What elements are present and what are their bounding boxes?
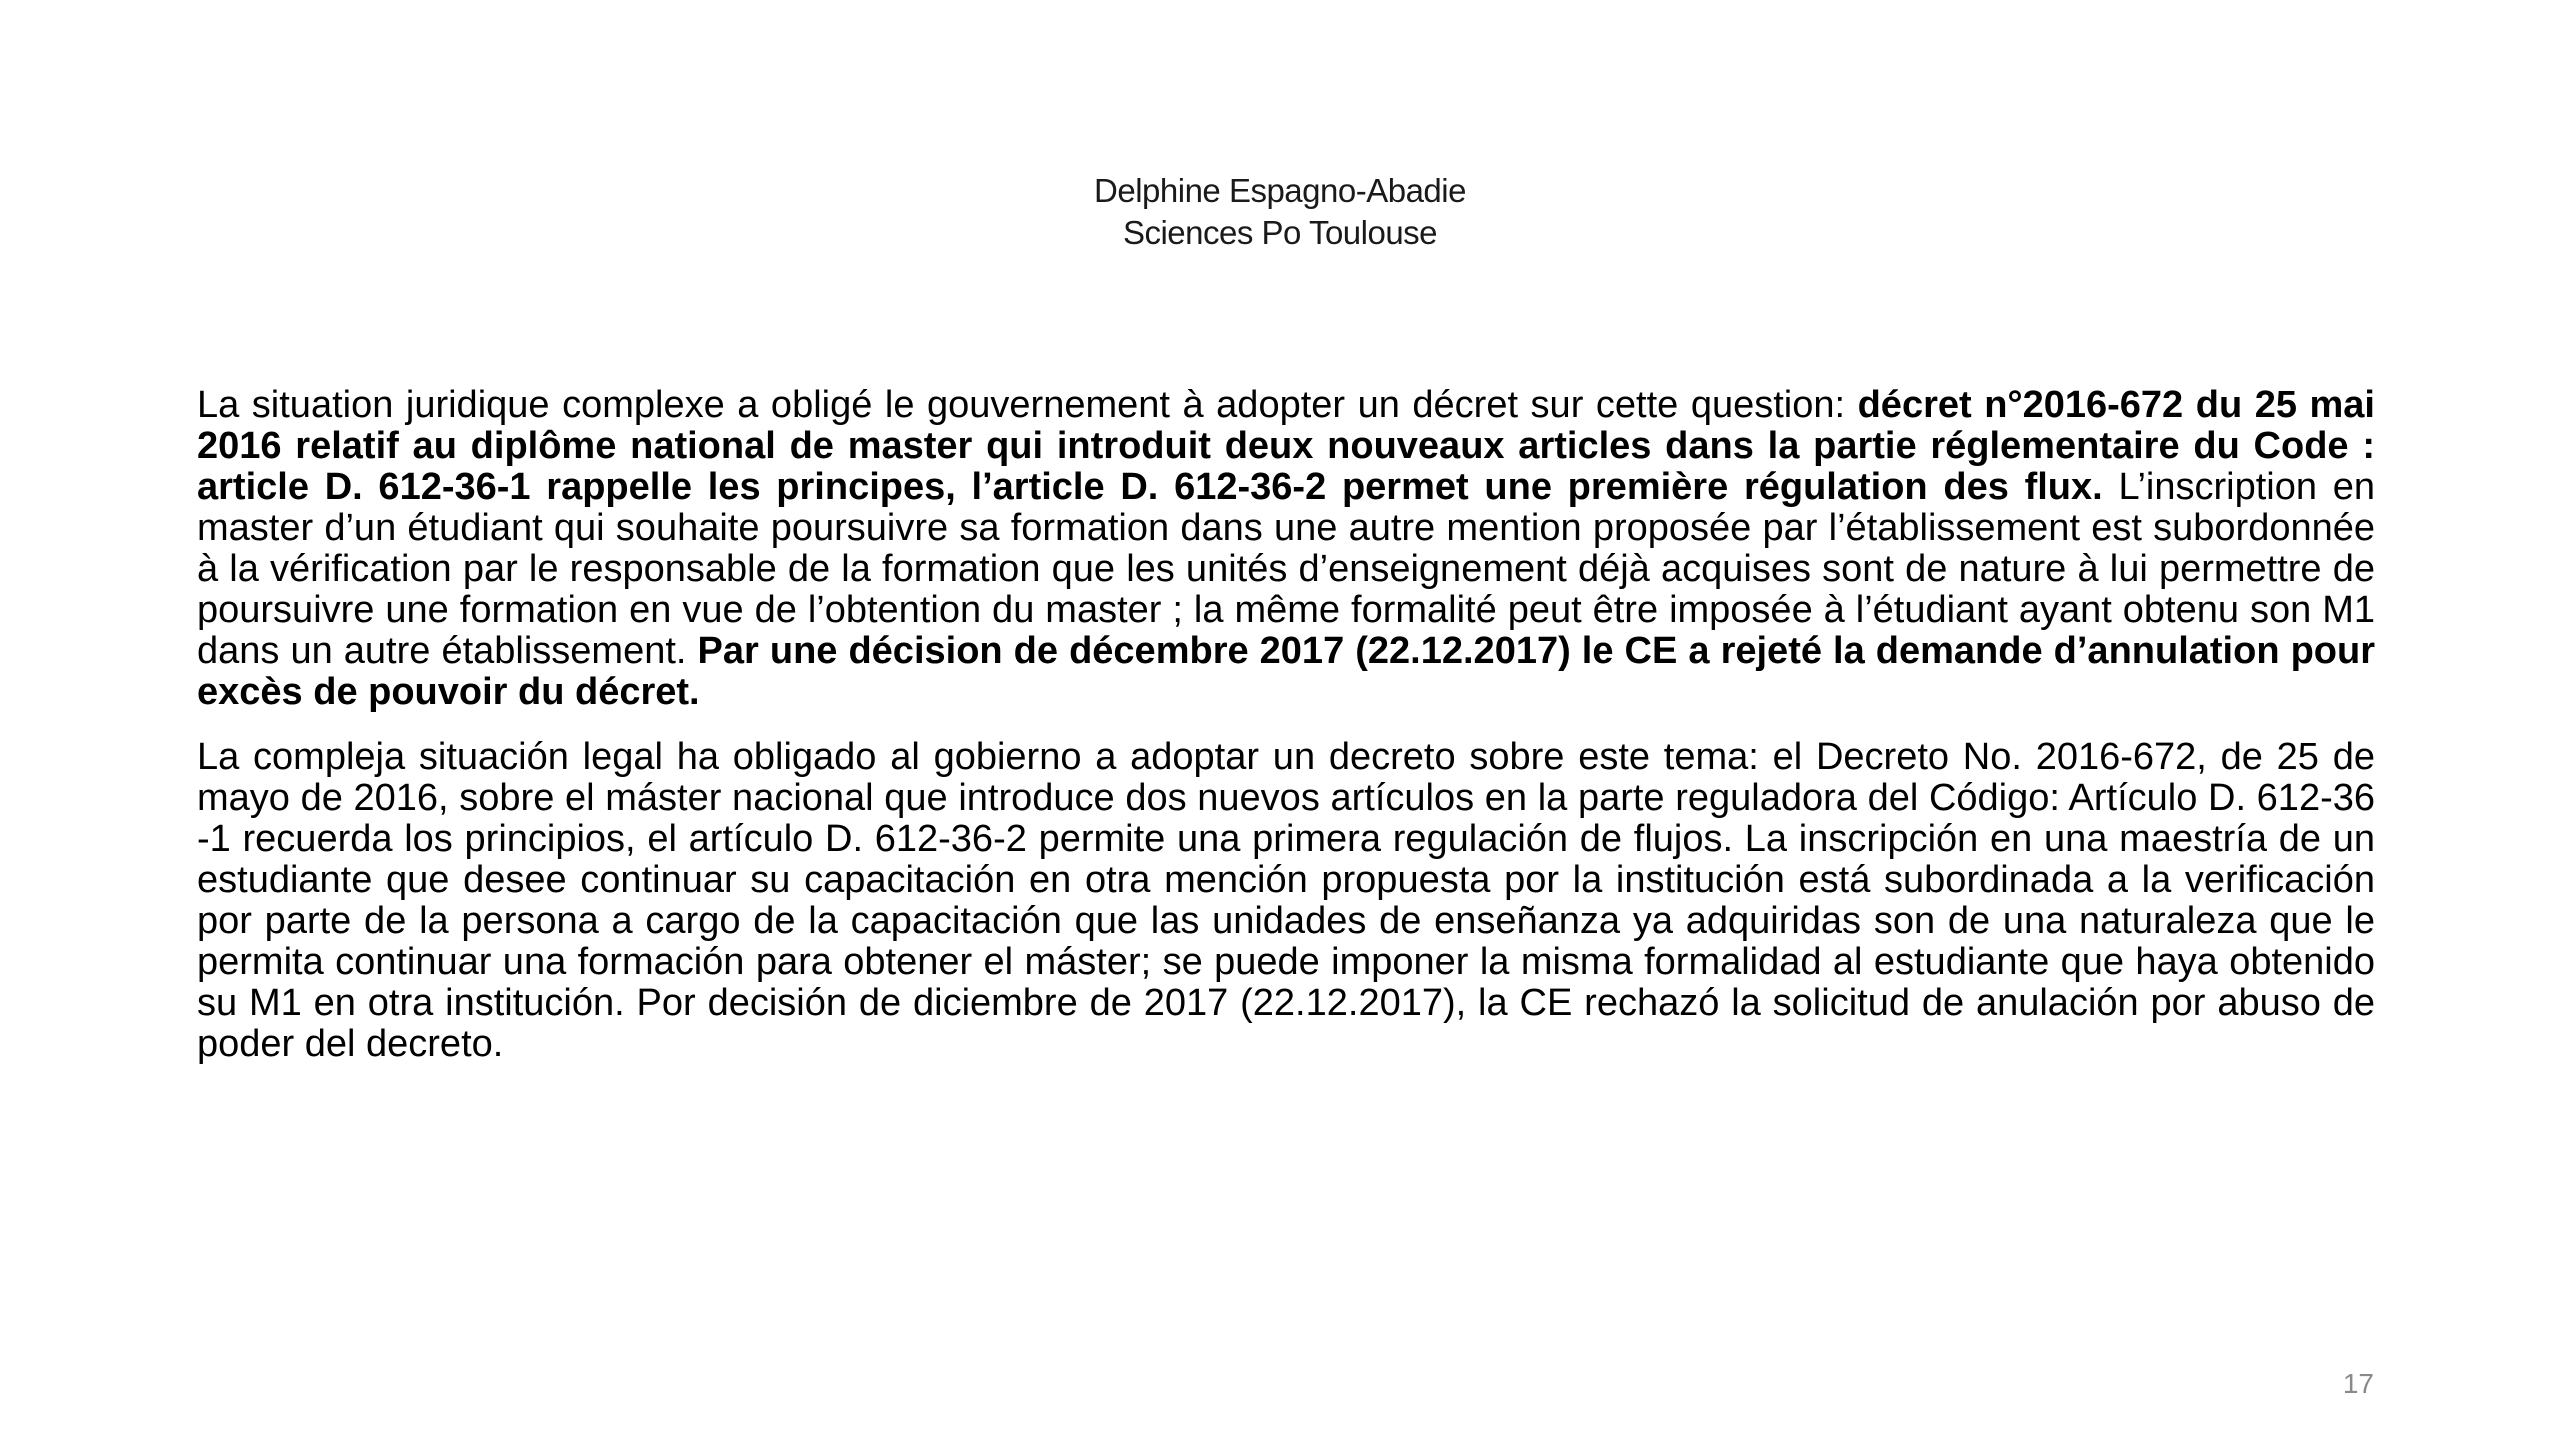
slide-header [0,170,2560,254]
paragraph-french-middle: L’inscription en master d’un étudiant qui souhaite poursuivre sa formation dans une autre mention proposée par l’établissement est subordonnée à la vérification par le responsable de la formation que les unités d’enseignement déjà acquises sont de nature à lui permettre de poursuivre une formation en vue de l’obtention du master ; la même formalité peut être imposée à l’étudiant ayant obtenu son M1 dans un autre établissement. [197,466,2375,672]
paragraph-spanish: La compleja situación legal ha obligado al gobierno a adoptar un decreto sobre este tema: el Decreto No. 2016-672, de 25 de mayo de 2016, sobre el máster nacional que introduce dos nuevos artículos en la parte reguladora del Código: Artículo D. 612-36 -1 recuerda los principios, el artículo D. 612-36-2 permite una primera regulación de flujos. La inscripción en una maestría de un estudiante que desee continuar su capacitación en otra mención propuesta por la institución está subordinada a la verificación por parte de la persona a cargo de la capacitación que las unidades de enseñanza ya adquiridas son de una naturaleza que le permita continuar una formación para obtener el máster; se puede imponer la misma formalidad al estudiante que haya obtenido su M1 en otra institución. Por decisión de diciembre de 2017 (22.12.2017), la CE rechazó la solicitud de anulación por abuso de poder del decreto. [197,736,2375,1065]
institution-name: Sciences Po Toulouse [1122,214,1438,251]
page-number: 17 [2342,1368,2374,1399]
paragraph-french-intro: La situation juridique complexe a obligé le gouvernement à adopter un décret sur cette question: [197,384,1858,426]
paragraph-french-decision: Par une décision de décembre 2017 (22.12.2017) le CE a rejeté la demande d’annulation pour excès de pouvoir du décret. [197,630,2376,713]
paragraph-french-decree: décret n°2016-672 du 25 mai 2016 relatif au diplôme national de master qui introduit deux nouveaux articles dans la partie réglementaire du Code : article D. 612-36-1 rappelle les principes, l’article D. 612-36-2 permet une première régulation des flux. [197,384,2375,508]
paragraph-french [197,385,2375,713]
author-name: Delphine Espagno-Abadie [1094,172,1466,209]
slide-body [197,385,2375,1089]
